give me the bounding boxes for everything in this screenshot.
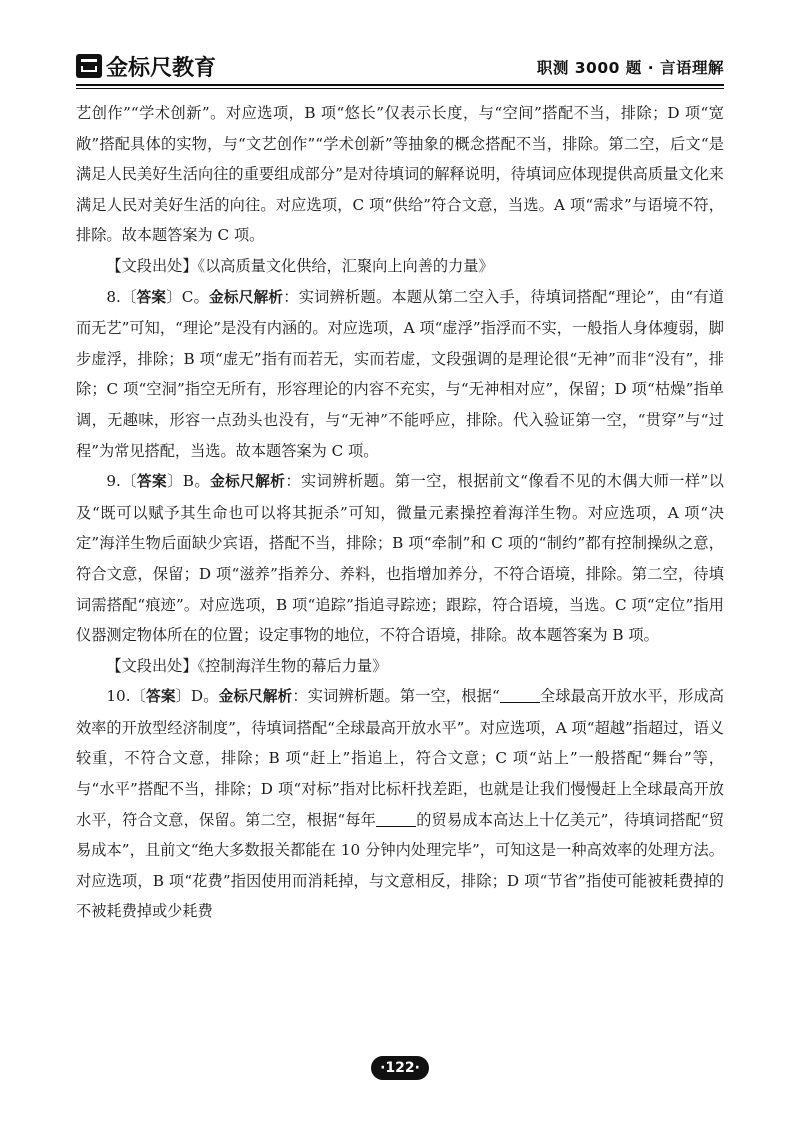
- header-rule-thick: [76, 84, 724, 86]
- q10-body-a: ：实词辨析题。第一空，根据“: [292, 687, 500, 706]
- header-rule-thin: [76, 88, 724, 89]
- question-10-analysis: [76, 681, 724, 927]
- q8-answer-label: 答案: [136, 288, 167, 306]
- q8-prefix: 8.〔: [106, 287, 137, 306]
- q8-body: ：实词辨析题。本题从第二空入手，待填词搭配“理论”，由“有道而无艺”可知，“理论”是没有内涵的。对应选项，A 项“虚浮”指浮而不实，一般指人身体瘦弱，脚步虚浮，排除；B 项“虚无”指有而若无，实而若虚，文段强调的是理论很“无神”而非“没有”，排除；C 项“空洞”指空无所有，形容理论的内容不充实，与“无神相对应”，保留；D 项“枯燥”指单调，无趣味，形容一点劲头也没有，与“无神”不能呼应，排除。代入验证第一空，“贯穿”与“过程”为常见搭配，当选。故本题答案为 C 项。: [76, 287, 724, 460]
- fill-blank-1: [500, 687, 540, 703]
- q9-answer: 〕B。: [167, 472, 211, 491]
- q9-prefix: 9.〔: [106, 472, 137, 491]
- page-body: [76, 98, 724, 927]
- q9-analysis-label: 金标尺解析: [210, 473, 286, 491]
- fill-blank-2: [376, 810, 416, 826]
- paragraph-q7-continuation: 艺创作”“学术创新”。对应选项，B 项“悠长”仅表示长度，与“空间”搭配不当，排除；D 项“宽敞”搭配具体的实物，与“文艺创作”“学术创新”等抽象的概念搭配不当，排除。第二空，后文“是满足人民美好生活向往的重要组成部分”是对待填词的解释说明，待填词应体现提供高质量文化来满足人民对美好生活的向往。对应选项，C 项“供给”符合文意，当选。A 项“需求”与语境不符，排除。故本题答案为 C 项。: [76, 104, 724, 245]
- q10-body-c: 的贸易成本高达上十亿美元”，待填词搭配“贸易成本”，且前文“绝大多数报关都能在 10 分钟内处理完毕”，可知这是一种高效率的处理方法。对应选项，B 项“花费”指因使用而消耗掉，与文意相反，排除；D 项“节省”指使可能被耗费掉的不被耗费掉或少耗费: [76, 810, 725, 921]
- source-q9: 【文段出处】《控制海洋生物的幕后力量》: [106, 656, 388, 675]
- brand-logo: [76, 52, 216, 80]
- q8-answer: 〕C。: [166, 287, 210, 306]
- logo-text: 金标尺教育: [106, 55, 217, 81]
- logo-icon: [76, 54, 102, 78]
- page-number: ·122·: [371, 1056, 429, 1080]
- q9-body: ：实词辨析题。第一空，根据前文“像看不见的木偶大师一样”以及“既可以赋予其生命也可以将其扼杀”可知，微量元素操控着海洋生物。对应选项，A 项“决定”海洋生物后面缺少宾语，搭配不当，排除；B 项“牵制”和 C 项的“制约”都有控制操纵之意，符合文意，保留；D 项“滋养”指养分、养料，也指增加养分，不符合语境，排除。第二空，待填词需搭配“痕迹”。对应选项，B 项“追踪”指追寻踪迹；跟踪，符合语境，当选。C 项“定位”指用仪器测定物体所在的位置；设定事物的地位，不符合语境，排除。故本题答案为 B 项。: [76, 472, 724, 645]
- q8-analysis-label: 金标尺解析: [209, 288, 284, 306]
- book-title: 职测 3000 题 · 言语理解: [536, 59, 724, 77]
- question-9-analysis: [76, 466, 724, 651]
- q9-answer-label: 答案: [137, 473, 168, 491]
- q10-body-b: 全球最高开放水平，形成高效率的开放型经济制度”，待填词搭配“全球最高开放水平”。对应选项，A 项“超越”指超过，语义较重，不符合文意，排除；B 项“赶上”指追上，符合文意；C 项“站上”一般搭配“舞台”等，与“水平”搭配不当，排除；D 项“对标”指对比标杆找差距，也就是让我们慢慢赶上全球最高开放水平，符合文意，保留。第二空，根据“每年: [76, 687, 724, 829]
- q10-answer: 〕D。: [175, 687, 219, 706]
- q10-answer-label: 答案: [146, 688, 176, 706]
- source-q7: 【文段出处】《以高质量文化供给，汇聚向上向善的力量》: [106, 256, 494, 275]
- q10-analysis-label: 金标尺解析: [218, 688, 293, 706]
- page-header: [76, 40, 724, 88]
- question-8-analysis: [76, 282, 724, 467]
- q10-prefix: 10.〔: [106, 687, 147, 706]
